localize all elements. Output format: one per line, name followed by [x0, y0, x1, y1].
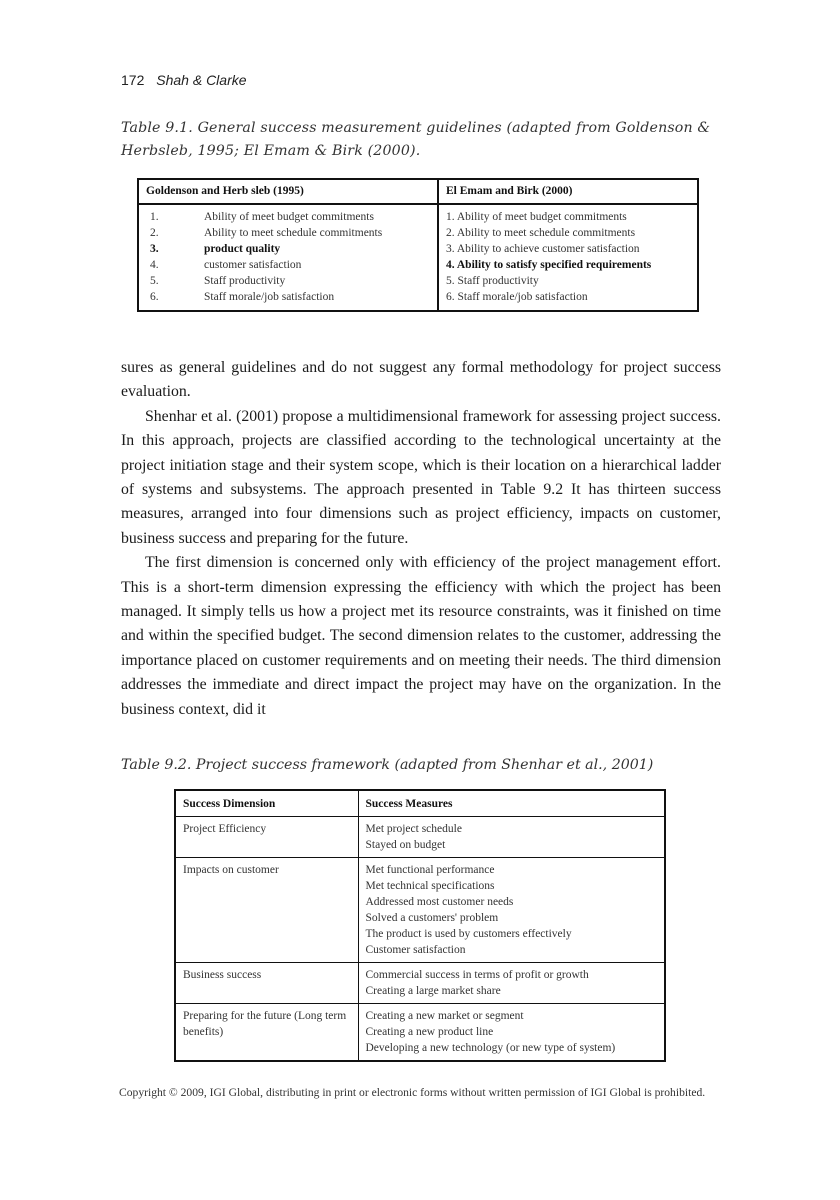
success-measure: Creating a large market share: [365, 985, 501, 997]
success-dimension-cell: Project Efficiency: [175, 817, 358, 858]
list-item: 3. Ability to achieve customer satisfaction: [446, 243, 640, 255]
list-item: 4. Ability to satisfy specified requirements: [446, 259, 652, 271]
success-measures-cell: [358, 858, 665, 963]
list-item: 5. Staff productivity: [446, 275, 539, 287]
body-text: [121, 356, 721, 722]
success-dimension-cell: Impacts on customer: [175, 858, 358, 963]
list-item: 1. Ability of meet budget commitments: [446, 211, 627, 223]
table-header-goldenson: Goldenson and Herb sleb (1995): [138, 179, 438, 204]
table-header-el-emam: El Emam and Birk (2000): [438, 179, 698, 204]
table-row: [138, 204, 698, 311]
success-measure: Met project schedule: [365, 823, 462, 835]
paragraph: The first dimension is concerned only with efficiency of the project management effort. This is a short-term dimension expressing the efficiency with which the project has been managed. It simply tells us how a project met its resource constraints, was it finished on time and within the specified budget. The second dimension relates to the customer, addressing the importance placed on customer requirements and on meeting their needs. The third dimension addresses the immediate and direct impact the project may have on the organization. In the business context, did it: [121, 554, 721, 718]
running-head-authors: Shah & Clarke: [156, 72, 247, 88]
list-item-text: product quality: [204, 243, 281, 255]
success-measures-cell: [358, 817, 665, 858]
list-item: [146, 209, 430, 225]
table-header-row: [138, 179, 698, 204]
copyright-notice: Copyright © 2009, IGI Global, distributing in print or electronic forms without written permission of IGI Global is prohibited.: [119, 1086, 706, 1099]
running-head: [121, 72, 247, 88]
list-item-text: customer satisfaction: [204, 259, 302, 271]
list-item-number: 5.: [150, 275, 159, 287]
success-measure: Stayed on budget: [365, 839, 446, 851]
success-dimension-cell: Preparing for the future (Long term benefits): [175, 1004, 358, 1062]
page-number: 172: [121, 72, 145, 88]
table-9-1-caption: Table 9.1. General success measurement guidelines (adapted from Goldenson & Herbsleb, 1995; El Emam & Birk (2000).: [121, 120, 711, 159]
list-item: [146, 225, 430, 241]
list-item: [146, 289, 430, 305]
table-9-1: [137, 178, 699, 312]
list-item-text: Ability to meet schedule commitments: [204, 227, 383, 239]
success-measure: Customer satisfaction: [365, 944, 466, 956]
paragraph: Shenhar et al. (2001) propose a multidimensional framework for assessing project success. In this approach, projects are classified according to the technological uncertainty at the project initiation stage and their system scope, which is their location on a hierarchical ladder of systems and subsystems. The approach presented in Table 9.2 It has thirteen success measures, arranged into four dimensions such as project efficiency, impacts on customer, business success and preparing for the future.: [121, 407, 721, 547]
table-header-success-measures: Success Measures: [358, 790, 665, 817]
success-measure: Creating a new product line: [365, 1026, 494, 1038]
success-measure: Developing a new technology (or new type of system): [365, 1042, 616, 1054]
list-item-number: 2.: [150, 227, 159, 239]
list-item: 2. Ability to meet schedule commitments: [446, 227, 636, 239]
list-item-number: 3.: [150, 243, 159, 255]
success-measure: Met functional performance: [365, 864, 495, 876]
el-emam-list: [438, 204, 698, 311]
list-item-number: 4.: [150, 259, 159, 271]
list-item-text: Ability of meet budget commitments: [204, 211, 374, 223]
success-measure: Addressed most customer needs: [365, 896, 514, 908]
success-measure: Creating a new market or segment: [365, 1010, 524, 1022]
table-row: [175, 1004, 665, 1062]
success-measures-cell: [358, 1004, 665, 1062]
list-item: 6. Staff morale/job satisfaction: [446, 291, 588, 303]
success-measures-cell: [358, 963, 665, 1004]
list-item: [146, 273, 430, 289]
list-item: [146, 257, 430, 273]
table-9-2: [174, 789, 666, 1062]
goldenson-list: [138, 204, 438, 311]
table-row: [175, 817, 665, 858]
success-measure: Met technical specifications: [365, 880, 495, 892]
list-item: [146, 241, 430, 257]
list-item-text: Staff productivity: [204, 275, 286, 287]
paragraph: sures as general guidelines and do not suggest any formal methodology for project success evaluation.: [121, 359, 721, 401]
table-row: [175, 858, 665, 963]
list-item-number: 1.: [150, 211, 159, 223]
table-9-2-caption: Table 9.2. Project success framework (adapted from Shenhar et al., 2001): [121, 757, 654, 773]
table-header-success-dimension: Success Dimension: [175, 790, 358, 817]
list-item-text: Staff morale/job satisfaction: [204, 291, 335, 303]
success-measure: Solved a customers' problem: [365, 912, 499, 924]
list-item-number: 6.: [150, 291, 159, 303]
success-measure: Commercial success in terms of profit or growth: [365, 969, 589, 981]
table-row: [175, 963, 665, 1004]
success-dimension-cell: Business success: [175, 963, 358, 1004]
success-measure: The product is used by customers effectively: [365, 928, 572, 940]
table-header-row: [175, 790, 665, 817]
